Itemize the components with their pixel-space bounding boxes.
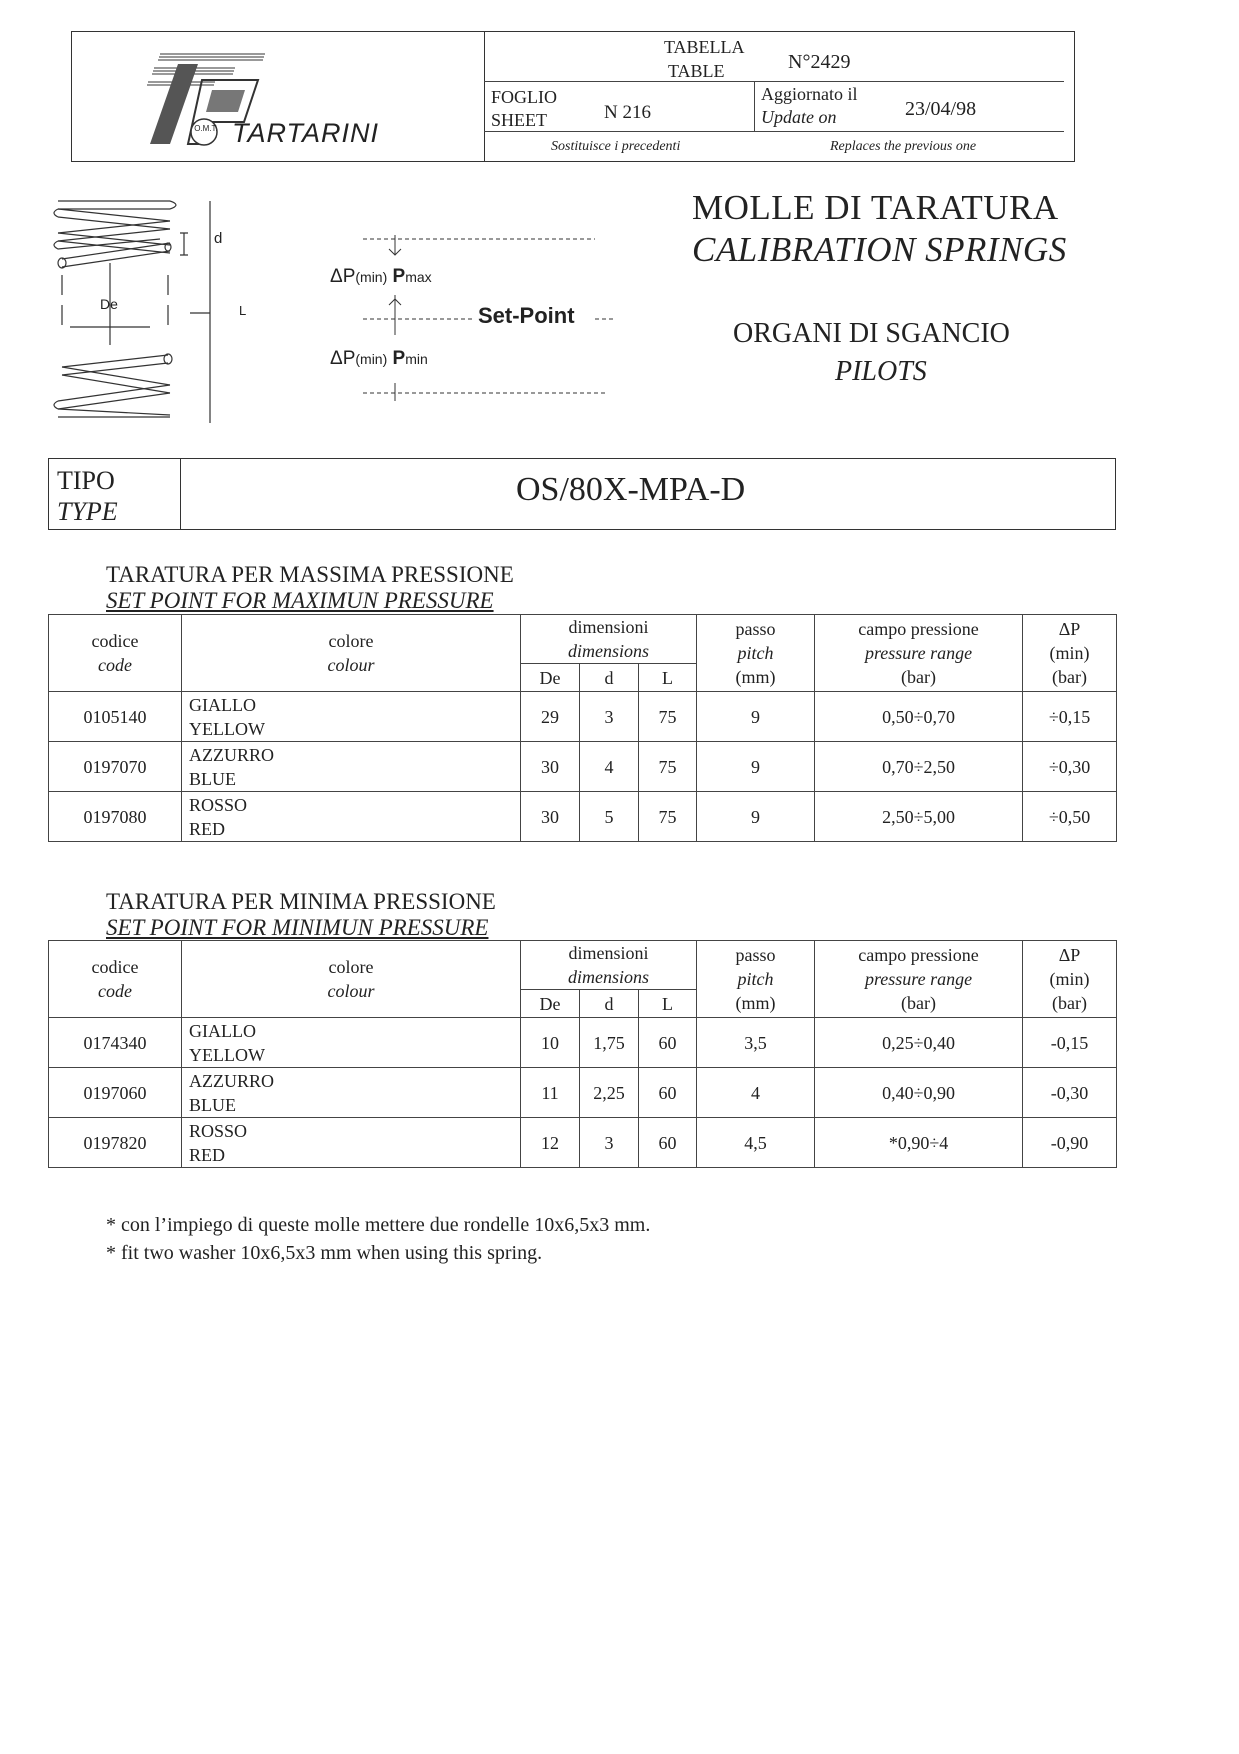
header-divider: [484, 31, 485, 162]
header-pitch: passo pitch (mm): [697, 615, 815, 692]
header-pressure-range: campo pressione pressure range (bar): [815, 615, 1023, 692]
cell-colour: [182, 692, 521, 742]
colour-it: AZZURRO: [189, 1070, 274, 1091]
table-row: [49, 692, 1117, 742]
header-dimensions: dimensioni dimensions: [521, 615, 697, 664]
subtitle-en: PILOTS: [835, 356, 927, 387]
cell-colour: [182, 742, 521, 792]
pmin-label: ΔP(min) Pmin: [330, 348, 428, 369]
wire-d-label: d: [214, 230, 223, 247]
header-colour: colore colour: [182, 941, 521, 1018]
length-l-label: L: [239, 303, 247, 318]
cell-colour: [182, 792, 521, 842]
cell-code: 0197060: [49, 1068, 182, 1118]
title-it: MOLLE DI TARATURA: [692, 188, 1059, 227]
colour-it: AZZURRO: [189, 744, 274, 765]
colour-en: YELLOW: [189, 1044, 265, 1065]
cell-pitch: 4,5: [697, 1118, 815, 1168]
update-date: 23/04/98: [905, 98, 977, 120]
cell-de: 30: [521, 792, 580, 842]
cell-de: 11: [521, 1068, 580, 1118]
type-divider: [180, 458, 181, 530]
header-pitch: passo pitch (mm): [697, 941, 815, 1018]
cell-d: 5: [580, 792, 639, 842]
colour-it: GIALLO: [189, 694, 256, 715]
cell-range: *0,90÷4: [815, 1118, 1023, 1168]
cell-colour: [182, 1118, 521, 1168]
table-number: N°2429: [788, 51, 851, 73]
cell-delta-p: -0,15: [1023, 1018, 1117, 1068]
cell-delta-p: -0,90: [1023, 1118, 1117, 1168]
cell-pitch: 9: [697, 742, 815, 792]
colour-en: RED: [189, 1144, 225, 1165]
cell-d: 3: [580, 1118, 639, 1168]
table-row: [49, 1118, 1117, 1168]
table-label: TABLE: [668, 61, 725, 81]
cell-l: 60: [639, 1018, 697, 1068]
cell-de: 10: [521, 1018, 580, 1068]
type-value: OS/80X-MPA-D: [516, 471, 746, 508]
header-delta-p: ΔP (min) (bar): [1023, 615, 1117, 692]
colour-it: GIALLO: [189, 1020, 256, 1041]
header-de: De: [521, 990, 580, 1018]
cell-de: 29: [521, 692, 580, 742]
colour-it: ROSSO: [189, 794, 248, 815]
max-section-title-it: TARATURA PER MASSIMA PRESSIONE: [106, 562, 514, 587]
cell-code: 0197070: [49, 742, 182, 792]
cell-pitch: 9: [697, 692, 815, 742]
cell-l: 60: [639, 1068, 697, 1118]
cell-delta-p: ÷0,50: [1023, 792, 1117, 842]
header-code: codice code: [49, 615, 182, 692]
company-name: TARTARINI: [232, 118, 380, 148]
colour-en: BLUE: [189, 1094, 236, 1115]
header-colour: colore colour: [182, 615, 521, 692]
spring-drawing-icon: [50, 195, 270, 425]
header-d: d: [580, 664, 639, 692]
cell-code: 0197820: [49, 1118, 182, 1168]
cell-colour: [182, 1018, 521, 1068]
update-label: Update on: [761, 107, 837, 127]
sheet-label: SHEET: [491, 110, 547, 130]
logo-small-text: O.M.T.: [194, 124, 218, 133]
title-en: CALIBRATION SPRINGS: [692, 230, 1067, 269]
header-delta-p: ΔP (min) (bar): [1023, 941, 1117, 1018]
cell-d: 4: [580, 742, 639, 792]
table-row: [49, 792, 1117, 842]
colour-en: YELLOW: [189, 718, 265, 739]
type-label-en: TYPE: [57, 497, 118, 526]
foglio-label: FOGLIO: [491, 87, 557, 107]
header-rule-1: [484, 81, 1064, 82]
aggiornato-label: Aggiornato il: [761, 84, 858, 104]
max-section-title-en: SET POINT FOR MAXIMUN PRESSURE: [106, 588, 494, 613]
cell-code: 0174340: [49, 1018, 182, 1068]
cell-range: 2,50÷5,00: [815, 792, 1023, 842]
header-d: d: [580, 990, 639, 1018]
table-row: [49, 1018, 1117, 1068]
cell-l: 75: [639, 742, 697, 792]
cell-code: 0197080: [49, 792, 182, 842]
cell-pitch: 3,5: [697, 1018, 815, 1068]
header-rule-2: [484, 131, 1064, 132]
pmax-label: ΔP(min) Pmax: [330, 266, 432, 287]
colour-it: ROSSO: [189, 1120, 248, 1141]
header-pressure-range: campo pressione pressure range (bar): [815, 941, 1023, 1018]
cell-range: 0,25÷0,40: [815, 1018, 1023, 1068]
cell-l: 75: [639, 692, 697, 742]
sheet-number: N 216: [604, 102, 651, 123]
cell-code: 0105140: [49, 692, 182, 742]
cell-delta-p: -0,30: [1023, 1068, 1117, 1118]
cell-de: 12: [521, 1118, 580, 1168]
cell-d: 3: [580, 692, 639, 742]
cell-range: 0,50÷0,70: [815, 692, 1023, 742]
header-dimensions: dimensioni dimensions: [521, 941, 697, 990]
cell-de: 30: [521, 742, 580, 792]
min-pressure-table: [48, 940, 1117, 1168]
header-l: L: [639, 664, 697, 692]
header-code: codice code: [49, 941, 182, 1018]
cell-d: 1,75: [580, 1018, 639, 1068]
min-section-title-it: TARATURA PER MINIMA PRESSIONE: [106, 889, 496, 914]
replaces-text: Replaces the previous one: [830, 139, 977, 154]
setpoint-label: Set-Point: [478, 303, 575, 328]
note-en: * fit two washer 10x6,5x3 mm when using this spring.: [106, 1242, 543, 1264]
cell-delta-p: ÷0,15: [1023, 692, 1117, 742]
cell-delta-p: ÷0,30: [1023, 742, 1117, 792]
header-divider-2: [754, 81, 755, 131]
table-row: [49, 1068, 1117, 1118]
cell-range: 0,70÷2,50: [815, 742, 1023, 792]
note-it: * con l’impiego di queste molle mettere due rondelle 10x6,5x3 mm.: [106, 1214, 651, 1236]
table-row: [49, 742, 1117, 792]
cell-d: 2,25: [580, 1068, 639, 1118]
cell-pitch: 4: [697, 1068, 815, 1118]
colour-en: RED: [189, 818, 225, 839]
sostituisce-text: Sostituisce i precedenti: [551, 139, 681, 154]
cell-range: 0,40÷0,90: [815, 1068, 1023, 1118]
colour-en: BLUE: [189, 768, 236, 789]
subtitle-it: ORGANI DI SGANCIO: [733, 318, 1010, 349]
cell-l: 75: [639, 792, 697, 842]
cell-pitch: 9: [697, 792, 815, 842]
type-label-it: TIPO: [57, 466, 115, 495]
min-section-title-en: SET POINT FOR MINIMUN PRESSURE: [106, 915, 489, 940]
tabella-label: TABELLA: [664, 37, 745, 57]
max-pressure-table: [48, 614, 1117, 842]
cell-l: 60: [639, 1118, 697, 1168]
header-l: L: [639, 990, 697, 1018]
header-de: De: [521, 664, 580, 692]
de-label: De: [100, 296, 118, 312]
cell-colour: [182, 1068, 521, 1118]
